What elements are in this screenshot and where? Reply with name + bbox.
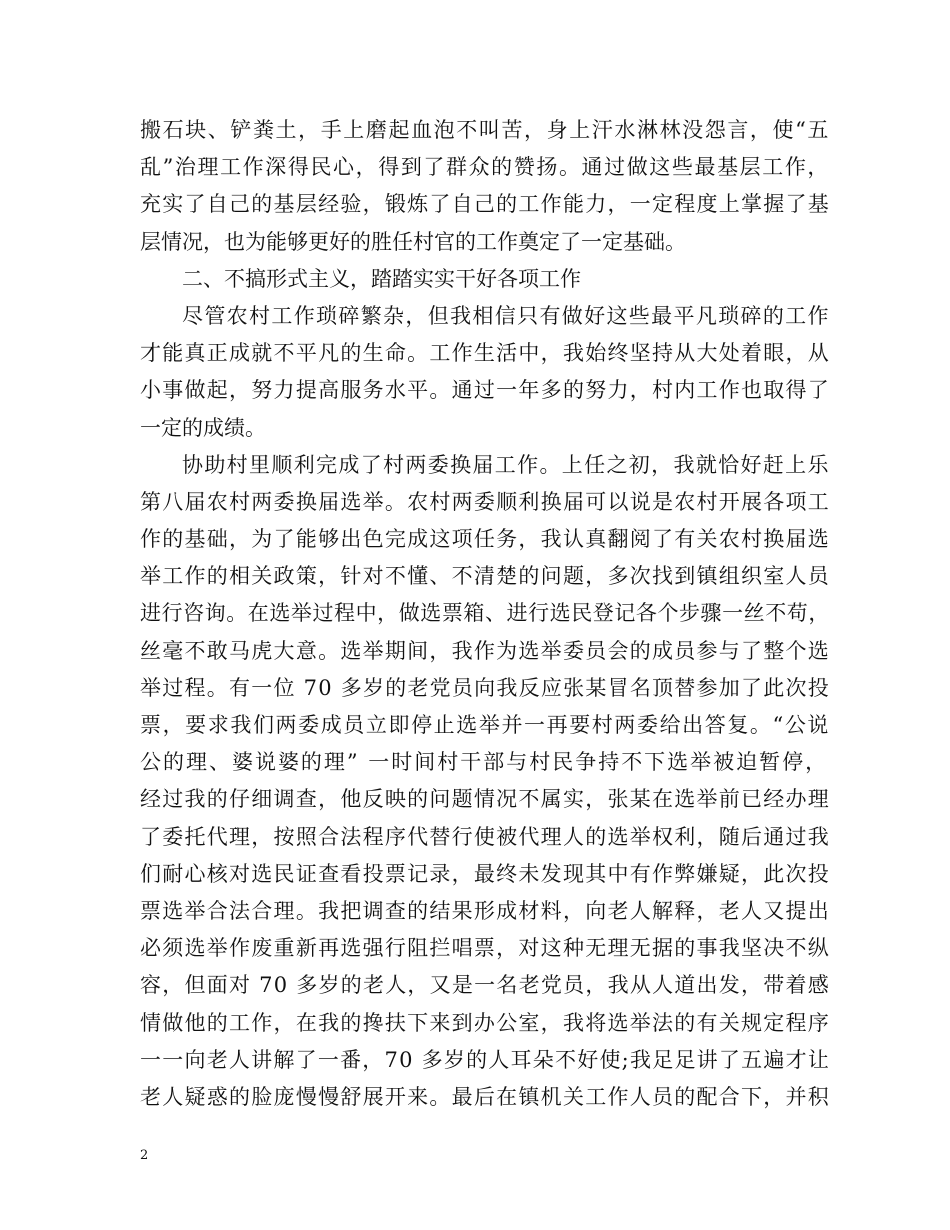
text-line: 经过我的仔细调查，他反映的问题情况不属实，张某在选举前已经办理: [140, 787, 831, 812]
text-line: 丝毫不敢马虎大意。选举期间，我作为选举委员会的成员参与了整个选: [140, 638, 831, 663]
text-line: 一定的成绩。: [140, 415, 266, 440]
text-line: 必须选举作废重新再选强行阻拦唱票，对这种无理无据的事我坚决不纵: [140, 936, 831, 961]
text-line: 小事做起，努力提高服务水平。通过一年多的努力，村内工作也取得了: [140, 378, 831, 403]
text-line: 了委托代理，按照合法程序代替行使被代理人的选举权利，随后通过我: [140, 824, 831, 849]
text-line: 才能真正成就不平凡的生命。工作生活中，我始终坚持从大处着眼，从: [140, 341, 831, 366]
text-line: 充实了自己的基层经验，锻炼了自己的工作能力，一定程度上掌握了基: [140, 192, 831, 217]
text-line: 举过程。有一位 70 多岁的老党员向我反应张某冒名顶替参加了此次投: [140, 675, 830, 700]
text-line: 乱”治理工作深得民心，得到了群众的赞扬。通过做这些最基层工作，: [140, 155, 831, 180]
text-line: 票选举合法合理。我把调查的结果形成材料，向老人解释，老人又提出: [140, 898, 831, 923]
text-line: 进行咨询。在选举过程中，做选票箱、进行选民登记各个步骤一丝不苟，: [140, 601, 830, 626]
text-line: 举工作的相关政策，针对不懂、不清楚的问题，多次找到镇组织室人员: [140, 564, 831, 589]
text-line: 第八届农村两委换届选举。农村两委顺利换届可以说是农村开展各项工: [140, 489, 831, 514]
document-body: [140, 112, 830, 1116]
text-line: 尽管农村工作琐碎繁杂，但我相信只有做好这些最平凡琐碎的工作: [182, 303, 830, 328]
text-line: 票，要求我们两委成员立即停止选举并一再要村两委给出答复。“公说: [140, 713, 831, 737]
text-line: 老人疑惑的脸庞慢慢舒展开来。最后在镇机关工作人员的配合下，并积: [140, 1084, 831, 1109]
text-line: 作的基础，为了能够出色完成这项任务，我认真翻阅了有关农村换届选: [140, 527, 831, 552]
text-line: 搬石块、铲粪土，手上磨起血泡不叫苦，身上汗水淋林没怨言，使“五: [140, 118, 831, 142]
text-line: 层情况，也为能够更好的胜任村官的工作奠定了一定基础。: [140, 229, 686, 254]
text-line: 容，但面对 70 多岁的老人，又是一名老党员，我从人道出发，带着感: [140, 973, 830, 998]
text-line: 二、不搞形式主义，踏踏实实干好各项工作: [182, 266, 581, 291]
page-number: 2: [140, 1148, 149, 1163]
text-line: 一一向老人讲解了一番，70 多岁的人耳朵不好使;我足足讲了五遍才让: [140, 1047, 831, 1072]
text-line: 公的理、婆说婆的理” 一时间村干部与村民争持不下选举被迫暂停，: [140, 750, 829, 775]
text-line: 们耐心核对选民证查看投票记录，最终未发现其中有作弊嫌疑，此次投: [140, 861, 831, 886]
text-line: 协助村里顺利完成了村两委换届工作。上任之初，我就恰好赶上乐: [182, 452, 830, 477]
text-line: 情做他的工作，在我的搀扶下来到办公室，我将选举法的有关规定程序: [140, 1010, 831, 1035]
